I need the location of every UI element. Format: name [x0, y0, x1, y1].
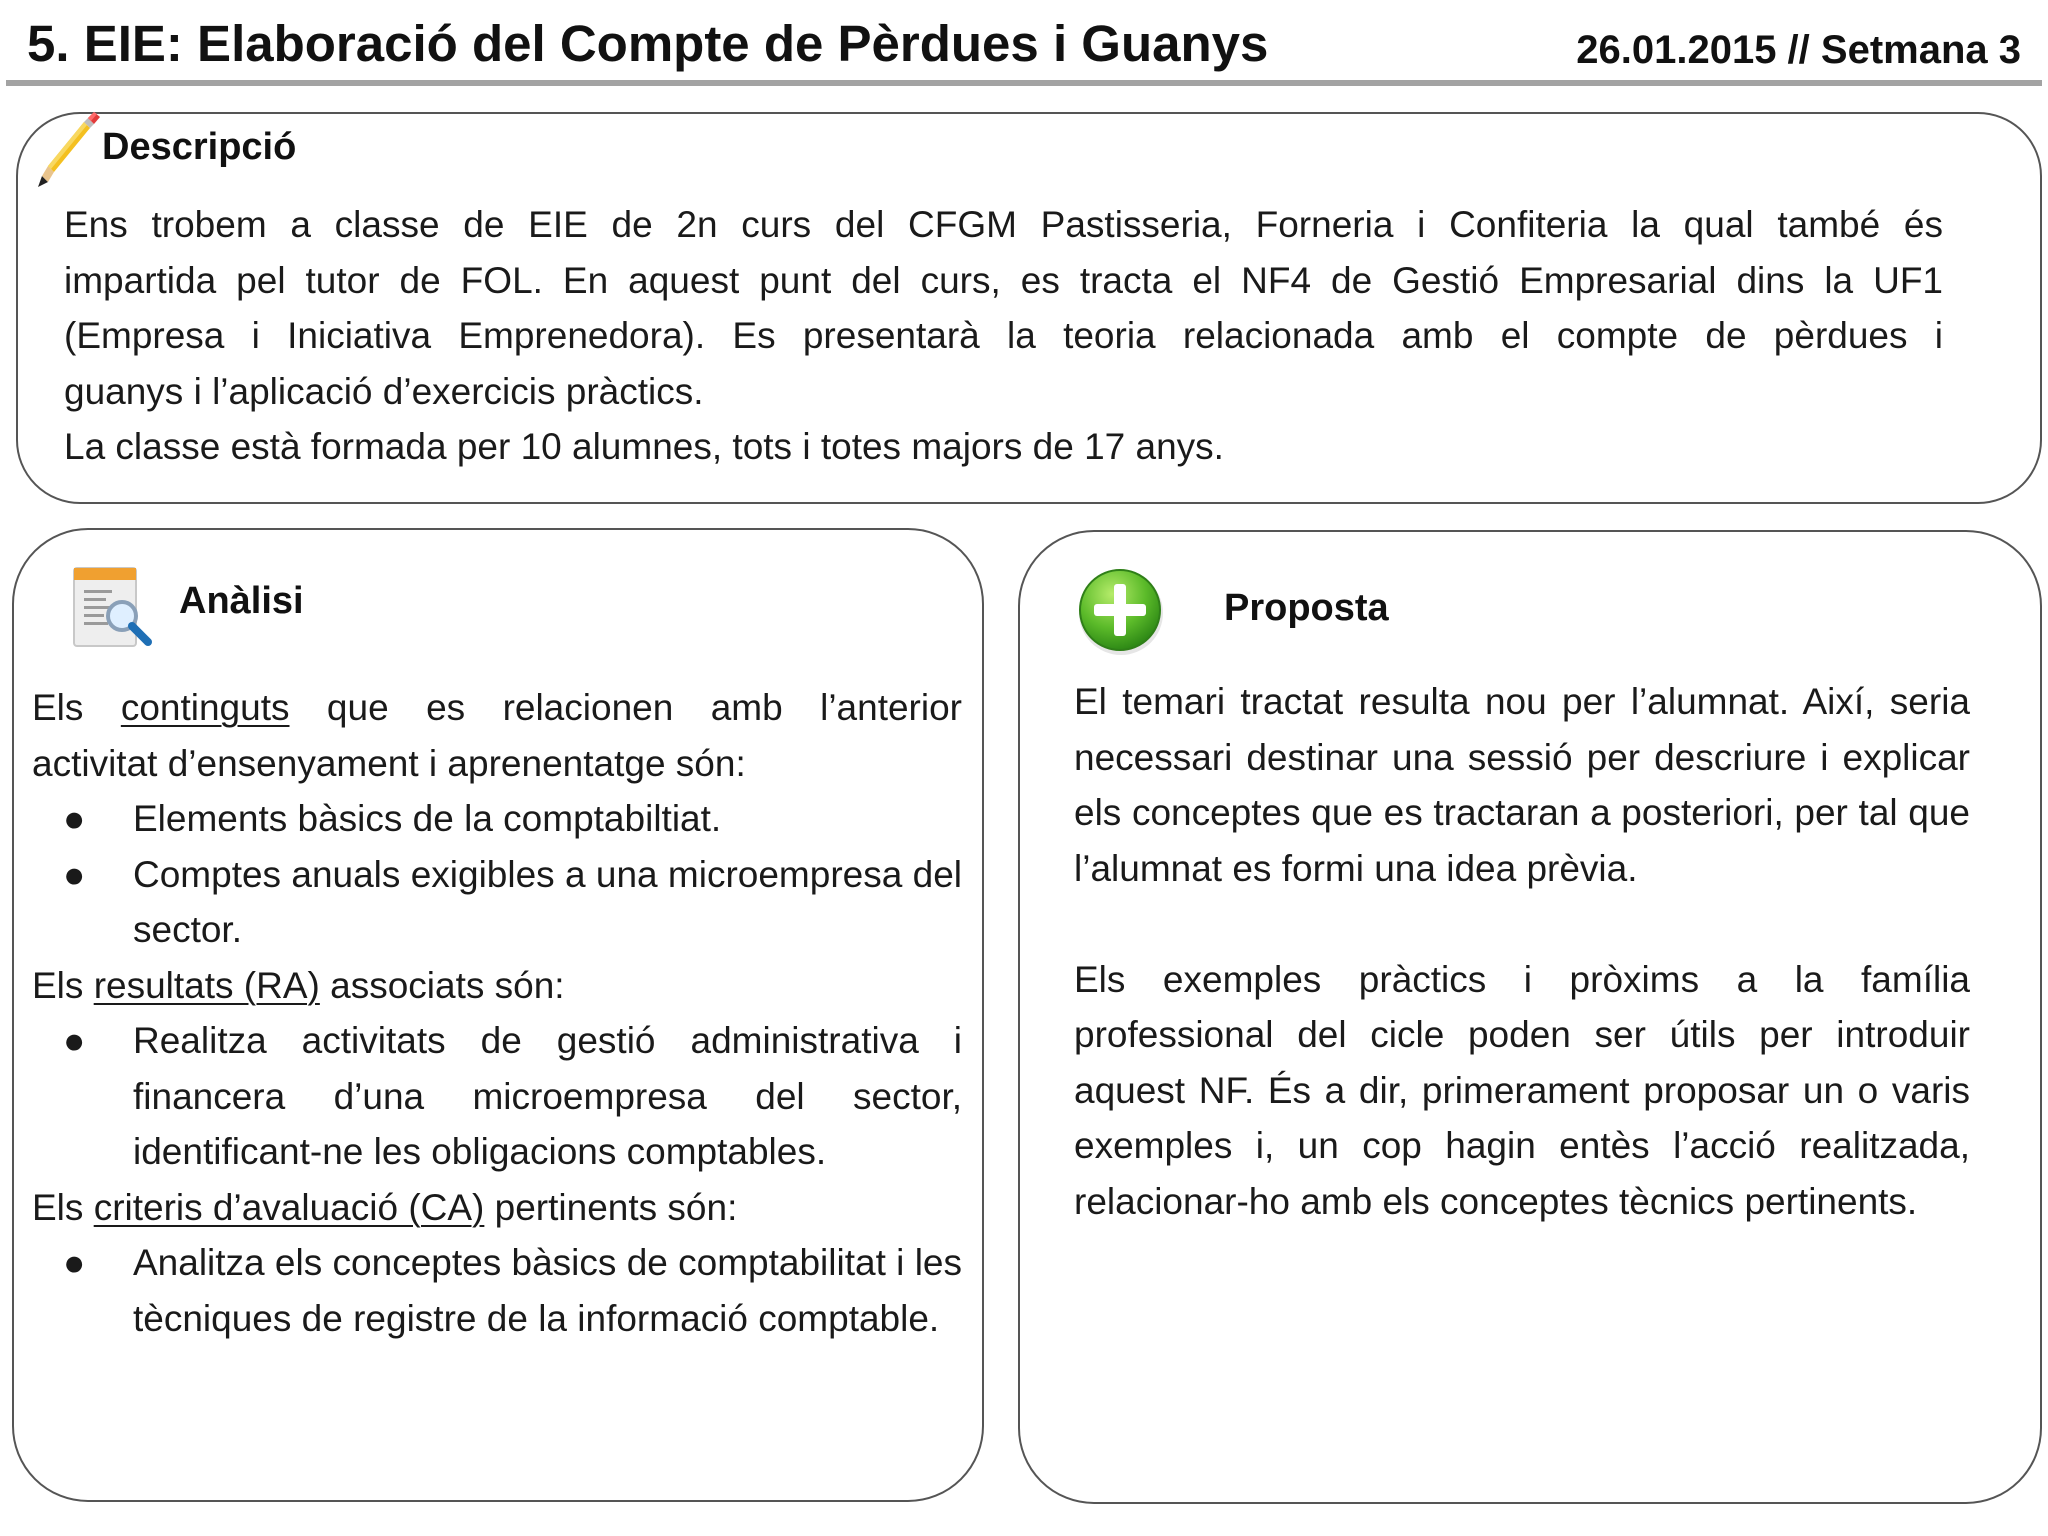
- description-line: Ens trobem a classe de EIE de 2n curs del CFGM Pastisseria, Forneria i Confiteria la qual també és: [64, 204, 1943, 245]
- continguts-line-2: activitat d’ensenyament i aprenentatge són:: [32, 742, 746, 784]
- bullet-icon: ●: [63, 1020, 86, 1061]
- proposal-paragraph-2: Els exemples pràctics i pròxims a la família professional del cicle poden ser útils per introduir aquest NF. És a dir, primerament proposar un o varis exemples i, un cop hagin entès l’acció realitzada, relacionar-ho amb els conceptes tècnics pertinents.: [1074, 958, 1970, 1222]
- description-text: [64, 197, 1943, 475]
- proposal-paragraph-1: El temari tractat resulta nou per l’alumnat. Així, seria necessari destinar una sessió per descriure i explicar els conceptes que es tractaran a posteriori, per tal que l’alumnat es formi una idea prèvia.: [1074, 681, 1970, 889]
- list-item: ● Elements bàsics de la comptabiltiat.: [32, 791, 962, 847]
- continguts-line: Els continguts que es relacionen amb l’anterior: [32, 687, 963, 728]
- description-line: impartida pel tutor de FOL. En aquest punt del curs, es tracta el NF4 de Gestió Empresarial dins la UF1: [64, 259, 1943, 301]
- bullet-icon: ●: [63, 853, 86, 895]
- criteris-list: [32, 1235, 962, 1346]
- description-line: guanys i l’aplicació d’exercicis pràctics.: [64, 370, 704, 412]
- description-heading: Descripció: [102, 126, 297, 168]
- resultats-term: resultats (RA): [93, 964, 320, 1006]
- description-line: (Empresa i Iniciativa Emprenedora). Es presentarà la teoria relacionada amb el compte de pèrdues i: [64, 315, 1943, 356]
- bullet-icon: ●: [63, 798, 86, 839]
- date-week-label: 26.01.2015 // Setmana 3: [1576, 28, 2021, 72]
- list-item: ● Realitza activitats de gestió administrativa i financera d’una microempresa del sector, identificant-ne les obligacions comptables.: [32, 1013, 962, 1180]
- analysis-heading: Anàlisi: [179, 580, 304, 622]
- criteris-term: criteris d’avaluació (CA): [93, 1186, 485, 1228]
- resultats-list: [32, 1013, 962, 1180]
- description-line: La classe està formada per 10 alumnes, tots i totes majors de 17 anys.: [64, 426, 1224, 467]
- list-item: ● Analitza els conceptes bàsics de comptabilitat i les tècniques de registre de la informació comptable.: [32, 1235, 962, 1346]
- plus-circle-icon: [1074, 564, 1168, 663]
- list-item: ● Comptes anuals exigibles a una microempresa del sector.: [32, 847, 962, 958]
- pencil-icon: [34, 110, 106, 195]
- continguts-list: [32, 791, 962, 958]
- proposal-heading: Proposta: [1224, 587, 1389, 629]
- document-magnifier-icon: [66, 560, 166, 661]
- continguts-term: continguts: [120, 687, 290, 728]
- criteris-line: Els criteris d’avaluació (CA) pertinents són:: [32, 1186, 738, 1228]
- bullet-icon: ●: [63, 1242, 86, 1283]
- page-title: 5. EIE: Elaboració del Compte de Pèrdues i Guanys: [27, 15, 1269, 72]
- analysis-text: [32, 680, 962, 1346]
- header-divider: [6, 80, 2042, 86]
- proposal-text: [1074, 674, 1970, 1229]
- resultats-line: Els resultats (RA) associats són:: [32, 964, 565, 1006]
